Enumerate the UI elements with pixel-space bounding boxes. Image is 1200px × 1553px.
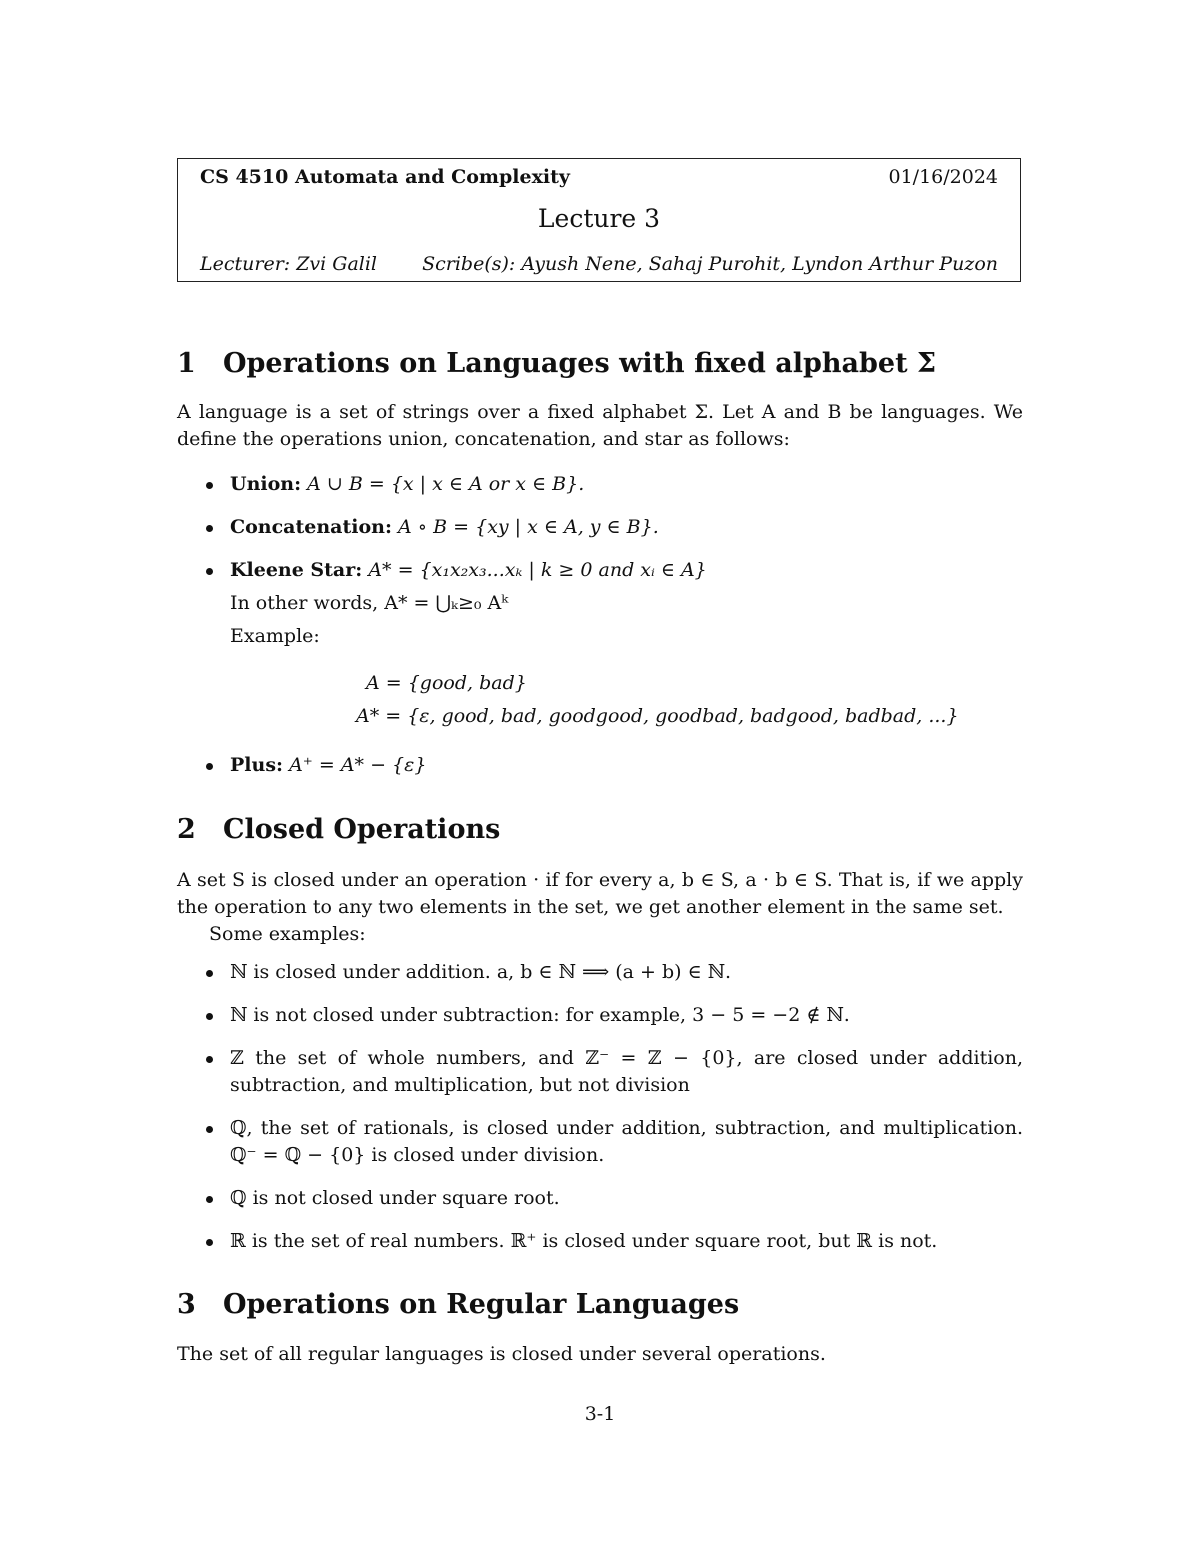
bullet-icon: [206, 970, 213, 977]
paragraph: A language is a set of strings over a fixed alphabet Σ. Let A and B be languages. We define the operations union, concatenation, and star as follows:: [177, 401, 1023, 450]
section-number: 2: [177, 814, 196, 845]
item-text: ℕ is not closed under subtraction: for example, 3 − 5 = −2 ∉ ℕ.: [230, 1004, 850, 1026]
section-3-intro: [177, 1341, 1023, 1368]
section-title: Operations on Regular Languages: [223, 1289, 740, 1320]
header-box: [177, 158, 1021, 282]
example-line-1: A = {good, bad}: [366, 672, 527, 694]
section-number: 1: [177, 348, 196, 379]
header-bottom-row: [200, 251, 998, 278]
item-formula: A ∪ B = {x | x ∈ A or x ∈ B}.: [307, 473, 585, 495]
item-formula: A* = {x₁x₂x₃...xₖ | k ≥ 0 and xᵢ ∈ A}: [368, 559, 707, 581]
example-line-2: A* = {ε, good, bad, goodgood, goodbad, badgood, badbad, ...}: [356, 705, 959, 727]
item-label: Concatenation:: [230, 516, 392, 538]
lecturer: Lecturer: Zvi Galil: [200, 253, 378, 275]
operations-list: [177, 471, 1023, 650]
lecture-date: 01/16/2024: [888, 166, 998, 188]
list-item-plus: [177, 752, 1023, 779]
closure-examples-list: [177, 959, 1023, 1255]
item-formula: A⁺ = A* − {ε}: [289, 754, 427, 776]
scribes: Scribe(s): Ayush Nene, Sahaj Purohit, Lyndon Arthur Puzon: [422, 253, 998, 275]
paragraph: The set of all regular languages is closed under several operations.: [177, 1343, 826, 1365]
paragraph: A set S is closed under an operation · if for every a, b ∈ S, a · b ∈ S. That is, if we apply the operation to any two elements in the set, we get another element in the same set.: [177, 869, 1023, 918]
section-1-heading: [177, 347, 936, 381]
list-item: [177, 1115, 1023, 1169]
item-label: Plus:: [230, 754, 284, 776]
bullet-icon: [206, 1126, 213, 1133]
list-item-concatenation: [177, 514, 1023, 541]
bullet-icon: [206, 482, 213, 489]
page-number: 3-1: [584, 1403, 616, 1425]
bullet-icon: [206, 763, 213, 770]
section-number: 3: [177, 1289, 196, 1320]
bullet-icon: [206, 1196, 213, 1203]
bullet-icon: [206, 1013, 213, 1020]
list-item: [177, 1045, 1023, 1099]
bullet-icon: [206, 568, 213, 575]
course-title: CS 4510 Automata and Complexity: [200, 166, 570, 188]
section-title: Closed Operations: [223, 814, 501, 845]
section-2-heading: [177, 813, 500, 847]
item-label: Union:: [230, 473, 302, 495]
bullet-icon: [206, 1056, 213, 1063]
section-2-intro: [177, 867, 1023, 948]
section-title: Operations on Languages with fixed alphabet Σ: [223, 348, 937, 379]
item-formula: A ∘ B = {xy | x ∈ A, y ∈ B}.: [398, 516, 659, 538]
item-text: ℚ, the set of rationals, is closed under addition, subtraction, and multiplication. ℚ⁻ = ℚ − {0} is closed under division.: [230, 1117, 1023, 1166]
example-label: Example:: [230, 625, 320, 647]
item-text: ℝ is the set of real numbers. ℝ⁺ is closed under square root, but ℝ is not.: [230, 1230, 938, 1252]
plus-list: [177, 752, 1023, 779]
section-1-intro: [177, 399, 1023, 453]
header-top-row: [200, 164, 998, 191]
section-3-heading: [177, 1288, 739, 1322]
item-label: Kleene Star:: [230, 559, 363, 581]
bullet-icon: [206, 525, 213, 532]
list-item: [177, 1185, 1023, 1212]
bullet-icon: [206, 1239, 213, 1246]
item-text: ℚ is not closed under square root.: [230, 1187, 560, 1209]
item-text: ℕ is closed under addition. a, b ∈ ℕ ⟹ (a + b) ∈ ℕ.: [230, 961, 732, 983]
list-item-kleene-star: [177, 557, 1023, 650]
list-item: [177, 959, 1023, 986]
lecture-title-row: [200, 205, 998, 232]
list-item-union: [177, 471, 1023, 498]
item-text: ℤ the set of whole numbers, and ℤ⁻ = ℤ − {0}, are closed under addition, subtraction, and multiplication, but not division: [230, 1047, 1023, 1096]
other-words-line: In other words, A* = ⋃ₖ≥₀ Aᵏ: [230, 592, 509, 614]
examples-label: Some examples:: [209, 923, 366, 945]
lecture-title: Lecture 3: [537, 204, 661, 233]
list-item: [177, 1002, 1023, 1029]
example-block: [356, 670, 959, 730]
list-item: [177, 1228, 1023, 1255]
